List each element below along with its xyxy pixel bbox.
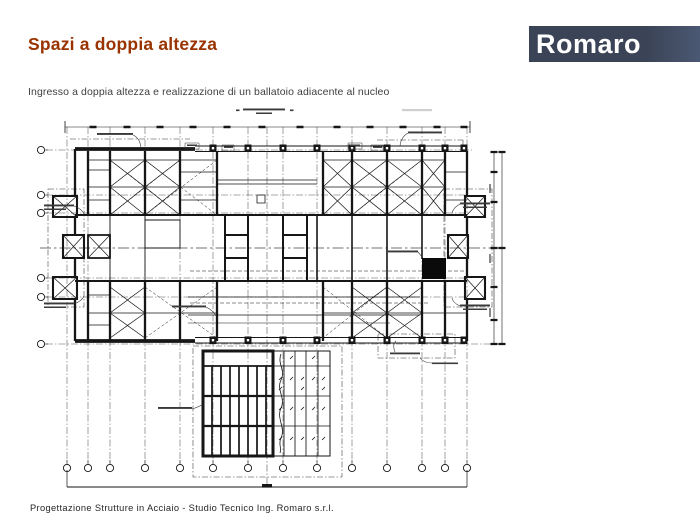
- building-walls: [53, 146, 485, 343]
- nucleo-filled-square: [422, 258, 446, 279]
- grid-bubbles-left: [37, 146, 48, 347]
- romaro-logo-text: Romaro: [536, 29, 642, 59]
- ballatoio-grid: [203, 351, 330, 456]
- slide-subtitle: Ingresso a doppia altezza e realizzazione di un ballatoio adiacente al nucleo: [28, 86, 390, 98]
- slide-title: Spazi a doppia altezza: [28, 34, 218, 54]
- column-grid-lines: [46, 127, 505, 484]
- floor-plan-drawing: [30, 104, 510, 500]
- top-dimension-line: [65, 121, 470, 133]
- slide-footer: Progettazione Strutture in Acciaio - Studio Tecnico Ing. Romaro s.r.l.: [30, 503, 334, 513]
- romaro-logo: [529, 26, 700, 62]
